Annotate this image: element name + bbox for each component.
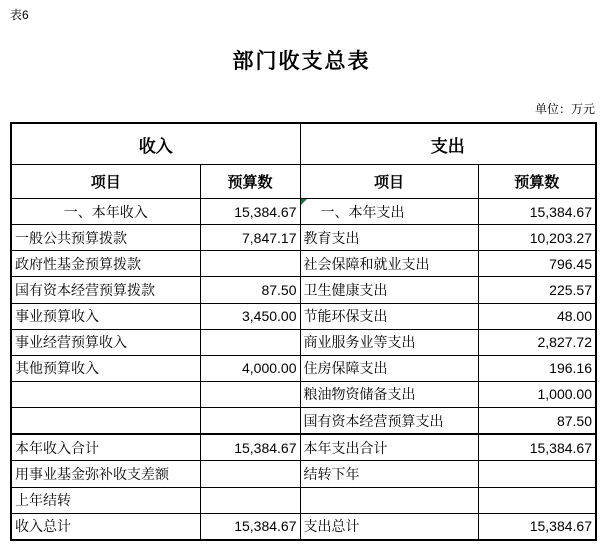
income-item-cell [11, 381, 200, 407]
expense-value-cell: 15,384.67 [478, 513, 596, 540]
expense-item-cell: 商业服务业等支出 [300, 329, 478, 355]
column-header-row [11, 165, 596, 199]
income-section-header: 收入 [11, 123, 300, 165]
expense-item-cell: 一、本年支出 [300, 199, 478, 225]
excel-error-indicator-icon [301, 199, 307, 205]
income-value-cell: 15,384.67 [200, 513, 300, 540]
table-row [11, 355, 596, 381]
income-item-cell: 本年收入合计 [11, 435, 200, 461]
income-value-cell: 7,847.17 [200, 225, 300, 251]
table-row [11, 225, 596, 251]
income-value-cell [200, 461, 300, 487]
expense-value-cell [478, 461, 596, 487]
income-item-cell: 事业经营预算收入 [11, 329, 200, 355]
expense-item-cell: 教育支出 [300, 225, 478, 251]
expense-item-cell: 卫生健康支出 [300, 277, 478, 303]
expense-item-cell: 住房保障支出 [300, 355, 478, 381]
income-value-cell: 15,384.67 [200, 199, 300, 225]
expense-item-cell: 结转下年 [300, 461, 478, 487]
table-row [11, 461, 596, 487]
table-number-label: 表6 [10, 8, 29, 22]
expense-item-column-header: 项目 [300, 165, 478, 199]
table-row [11, 513, 596, 540]
income-item-cell: 上年结转 [11, 487, 200, 513]
income-value-cell: 4,000.00 [200, 355, 300, 381]
section-header-row [11, 123, 596, 165]
expense-value-cell: 15,384.67 [478, 435, 596, 461]
income-item-cell: 一、本年收入 [11, 199, 200, 225]
income-value-cell: 3,450.00 [200, 303, 300, 329]
expense-item-cell: 粮油物资储备支出 [300, 381, 478, 407]
expense-value-cell: 15,384.67 [478, 199, 596, 225]
expense-item-cell: 国有资本经营预算支出 [300, 408, 478, 434]
expense-item-cell: 本年支出合计 [300, 435, 478, 461]
income-item-column-header: 项目 [11, 165, 200, 199]
unit-note: 单位：万元 [534, 102, 595, 116]
income-item-cell: 其他预算收入 [11, 355, 200, 381]
page-title: 部门收支总表 [232, 50, 371, 73]
income-item-cell: 国有资本经营预算拨款 [11, 277, 200, 303]
budget-table [10, 122, 597, 541]
table-row [11, 303, 596, 329]
table-row [11, 408, 596, 434]
income-value-cell: 15,384.67 [200, 435, 300, 461]
income-item-cell: 事业预算收入 [11, 303, 200, 329]
budget-table-body [11, 199, 596, 541]
table-row [11, 251, 596, 277]
table-row [11, 381, 596, 407]
expense-item-cell: 社会保障和就业支出 [300, 251, 478, 277]
income-value-cell [200, 487, 300, 513]
income-item-cell: 收入总计 [11, 513, 200, 540]
income-value-cell: 87.50 [200, 277, 300, 303]
expense-item-cell [300, 487, 478, 513]
income-value-cell [200, 251, 300, 277]
income-value-cell [200, 408, 300, 434]
expense-item-cell: 节能环保支出 [300, 303, 478, 329]
expense-value-cell: 196.16 [478, 355, 596, 381]
expense-budget-column-header: 预算数 [478, 165, 596, 199]
expense-value-cell: 48.00 [478, 303, 596, 329]
table-row [11, 329, 596, 355]
expense-value-cell: 87.50 [478, 408, 596, 434]
table-row [11, 435, 596, 461]
income-value-cell [200, 381, 300, 407]
income-item-cell: 一般公共预算拨款 [11, 225, 200, 251]
expense-value-cell: 2,827.72 [478, 329, 596, 355]
expense-value-cell: 10,203.27 [478, 225, 596, 251]
expense-value-cell: 225.57 [478, 277, 596, 303]
expense-section-header: 支出 [300, 123, 596, 165]
expense-value-cell: 796.45 [478, 251, 596, 277]
table-row [11, 277, 596, 303]
income-item-cell [11, 408, 200, 434]
table-row [11, 487, 596, 513]
table-row [11, 199, 596, 225]
income-value-cell [200, 329, 300, 355]
income-item-cell: 用事业基金弥补收支差额 [11, 461, 200, 487]
income-item-cell: 政府性基金预算拨款 [11, 251, 200, 277]
expense-item-cell: 支出总计 [300, 513, 478, 540]
expense-value-cell: 1,000.00 [478, 381, 596, 407]
income-budget-column-header: 预算数 [200, 165, 300, 199]
expense-value-cell [478, 487, 596, 513]
